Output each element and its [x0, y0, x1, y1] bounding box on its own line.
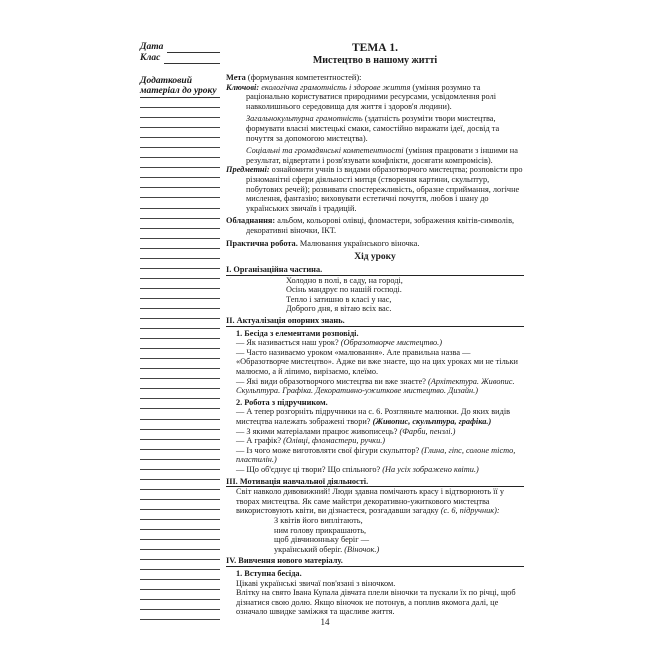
ruled-line	[140, 249, 220, 259]
answer: (Фарби, пензлі.)	[399, 426, 456, 436]
paragraph: Цікаві українські звичаї пов'язані з віночком.	[236, 578, 396, 588]
social-item: Соціальні та громадянські компетентності	[246, 146, 404, 156]
ruled-line	[140, 369, 220, 379]
date-blank-line	[167, 43, 220, 53]
equipment-text: альбом, кольорові олівці, фломастери, зображення квітів-символів, декоративні віночки, ІКТ.	[246, 216, 515, 235]
subject-label: Предметні:	[226, 165, 270, 175]
ruled-line	[140, 399, 220, 409]
date-field	[140, 42, 220, 53]
section-4-title: IV. Вивчення нового матеріалу.	[226, 556, 524, 567]
cultural-competence	[226, 114, 524, 143]
key-item: екологічна грамотність і здорове життя	[261, 82, 411, 92]
ruled-line	[140, 540, 220, 550]
ruled-line	[140, 409, 220, 419]
ruled-line	[140, 440, 220, 450]
paragraph: Влітку на свято Івана Купала дівчата плели віночки та пускали їх по річці, щоб дізнатися свою долю. Якщо віночок не потонув, а поплив якомога далі, це означало швидке заміжжя та щасливе життя.	[236, 588, 516, 617]
practice-text: Малювання українського віночка.	[297, 238, 420, 248]
ruled-line	[140, 520, 220, 530]
riddle-line: щоб дівчинонньку берiг —	[274, 535, 369, 545]
ruled-line	[140, 209, 220, 219]
subsection-conversation: 1. Бесіда з елементами розповіді.	[236, 328, 359, 338]
class-label: Клас	[140, 53, 161, 63]
dialogue-line	[226, 436, 524, 446]
question: — А тепер розгорніть підручники на с. 6. Розгляньте малюнки. До яких видів мистецтва належать зображені твори?	[236, 407, 511, 426]
ruled-line	[140, 309, 220, 319]
equipment	[226, 216, 524, 235]
poem-line: Доброго дня, я вітаю всіх вас.	[286, 304, 392, 314]
section-1-title: I. Організаційна частина.	[226, 265, 524, 276]
ruled-line	[140, 158, 220, 168]
answer: (Глина, гіпс, солоне тісто, пластилін.)	[236, 445, 516, 465]
goal-heading	[226, 73, 524, 83]
dialogue-line: — Часто називаємо уроком «малювання». Але правильна назва — «Образотворче мистецтво». Адже ви вже знаєте, що на цих уроках ми не тільки малюємо, а й ліпимо, вирізаємо, клеїмо.	[236, 347, 518, 377]
ruled-line	[140, 359, 220, 369]
ruled-line	[140, 279, 220, 289]
subsection-intro-talk: 1. Вступна бесіда.	[236, 568, 302, 578]
ruled-line	[140, 178, 220, 188]
question: — З якими матеріалами працює живописець?	[236, 426, 400, 436]
goal-text: (формування компетентностей):	[245, 73, 362, 82]
subsection-textbook: 2. Робота з підручником.	[236, 397, 328, 407]
ruled-line	[140, 560, 220, 570]
dialogue-line	[226, 377, 524, 396]
riddle-line: З квітів його виплітають,	[274, 515, 363, 525]
question: — Із чого може виготовляти свої фігури скульптор?	[236, 445, 422, 455]
dialogue-line	[226, 338, 524, 348]
ruled-line	[140, 510, 220, 520]
riddle-line	[274, 545, 524, 555]
question: — Які види образотворчого мистецтва ви вже знаєте?	[236, 376, 429, 386]
ruled-line	[140, 118, 220, 128]
poem-line: Осінь мандрує по нашій господі.	[286, 285, 402, 295]
ruled-line	[140, 480, 220, 490]
ruled-line	[140, 580, 220, 590]
question: — А графік?	[236, 436, 284, 446]
ruled-line	[140, 490, 220, 500]
textbook-reference: (с. 6, підручник):	[440, 506, 500, 516]
subject-text: ознайомити учнів із видами образотворчого мистецтва; розповісти про різноманітні сфери діяльності митця (створення картини, скульптур, побутових речей); розвивати спостережливість, образне сприймання, логічне мислення, фантазію; виховувати естетичні почуття, любов і шану до українських звичаїв і традицій.	[246, 165, 523, 213]
riddle-answer: (Віночок.)	[344, 544, 380, 554]
riddle-line: ним голову прикрашають,	[274, 525, 367, 535]
social-text: (уміння працювати з іншими на результат, відвертати і розв'язувати конфлікти, досягати компромісів).	[246, 146, 518, 165]
question: — Що об'єднує ці твори? Що спільного?	[236, 464, 383, 474]
cultural-item: Загальнокультурна грамотність	[246, 114, 363, 124]
cultural-text: (здатність розуміти твори мистецтва, формувати власні мистецькі смаки, самостійно виражати ідеї, досвід та почуття за допомогою мистецтва).	[246, 114, 500, 143]
answer: (Живопис, скульптура, графіка.)	[372, 417, 492, 426]
social-competence	[226, 146, 524, 165]
ruled-line	[140, 198, 220, 208]
key-label: Ключові:	[226, 82, 260, 92]
section-3-title: III. Мотивація навчальної діяльності.	[226, 477, 524, 488]
ruled-line	[140, 269, 220, 279]
key-competence	[226, 83, 524, 112]
class-blank-line	[164, 54, 220, 64]
dialogue-line	[226, 427, 524, 437]
ruled-line	[140, 329, 220, 339]
ruled-line	[140, 389, 220, 399]
ruled-line	[140, 299, 220, 309]
poem-line: Холодно в полі, в саду, на городі,	[286, 275, 403, 285]
dialogue-line	[226, 407, 524, 426]
riddle	[226, 516, 524, 554]
date-label: Дата	[140, 42, 164, 52]
lesson-title: Хід уроку	[354, 252, 396, 263]
ruled-line	[140, 108, 220, 118]
equipment-label: Обладнання:	[226, 216, 276, 226]
ruled-line	[140, 138, 220, 148]
ruled-line	[140, 219, 220, 229]
ruled-line	[140, 259, 220, 269]
motivation-body: Світ навколо дивовижний! Люди здавна помічають красу і відтворюють її у творах мистецтва. Як саме майстри декоративно-ужиткового мистецтва використовують квіти, ви дізнаєтеся, розгадавши загадку	[236, 487, 504, 516]
ruled-line	[140, 379, 220, 389]
answer: (Олівці, фломастери, ручки.)	[283, 436, 386, 446]
question: — Як називається наш урок?	[236, 338, 341, 348]
notes-label: Додатковий матеріал до уроку	[140, 76, 220, 98]
ruled-line	[140, 460, 220, 470]
notes-ruled-lines	[140, 98, 220, 620]
section-2-title: II. Актуалізація опорних знань.	[226, 316, 524, 327]
riddle-text: український оберіг.	[274, 544, 345, 554]
poem-line: Тепло і затишно в класі у нас,	[286, 294, 392, 304]
ruled-line	[140, 530, 220, 540]
ruled-line	[140, 289, 220, 299]
ruled-line	[140, 98, 220, 108]
goal-label: Мета	[226, 73, 246, 82]
key-text: (уміння розумно та раціонально користуватися природними ресурсами, усвідомлення ролі навколишнього середовища для життя і здоров'я людини).	[246, 82, 497, 111]
lesson-content	[226, 42, 524, 617]
ruled-line	[140, 590, 220, 600]
ruled-line	[140, 550, 220, 560]
ruled-line	[140, 500, 220, 510]
practice	[226, 239, 524, 249]
ruled-line	[140, 319, 220, 329]
greeting-poem	[226, 276, 524, 314]
class-field	[140, 53, 220, 64]
answer: (Образотворче мистецтво.)	[340, 338, 443, 348]
ruled-line	[140, 148, 220, 158]
ruled-line	[140, 188, 220, 198]
ruled-line	[140, 470, 220, 480]
page-number: 14	[320, 617, 330, 627]
ruled-line	[140, 430, 220, 440]
answer: (На усіх зображено квіти.)	[382, 464, 479, 474]
ruled-line	[140, 600, 220, 610]
left-margin-column	[140, 42, 220, 620]
ruled-line	[140, 168, 220, 178]
motivation-text	[226, 487, 524, 516]
ruled-line	[140, 128, 220, 138]
subject-competence	[226, 165, 524, 213]
dialogue-line	[226, 446, 524, 465]
ruled-line	[140, 239, 220, 249]
ruled-line	[140, 420, 220, 430]
ruled-line	[140, 339, 220, 349]
topic-subtitle: Мистецтво в нашому житті	[312, 55, 438, 66]
dialogue-line	[226, 465, 524, 475]
topic-title: ТЕМА 1.	[352, 42, 398, 54]
practice-label: Практична робота.	[226, 238, 298, 248]
ruled-line	[140, 349, 220, 359]
ruled-line	[140, 229, 220, 239]
ruled-line	[140, 570, 220, 580]
answer: (Архітектура. Живопис. Скульптура. Графіка. Декоративно-ужиткове мистецтво. Дизайн.)	[236, 376, 515, 396]
ruled-line	[140, 450, 220, 460]
